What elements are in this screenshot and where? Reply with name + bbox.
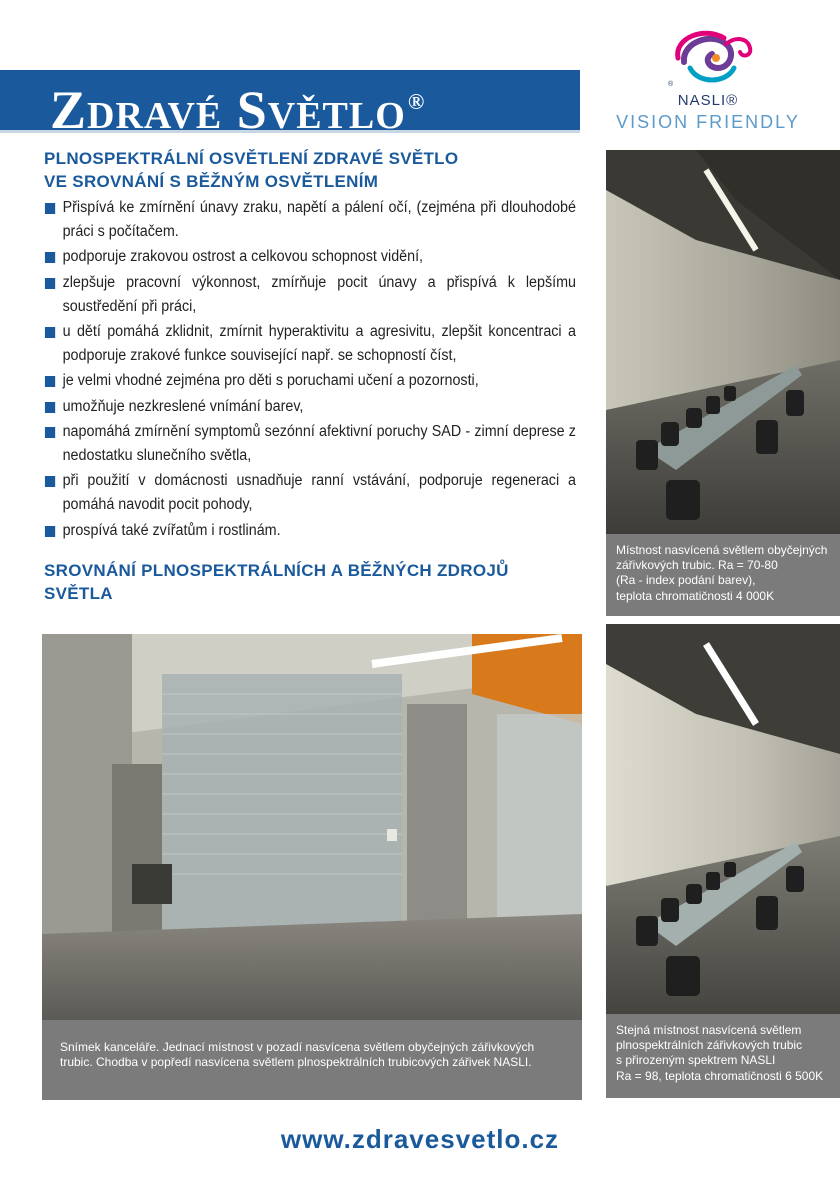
bullet-square-icon bbox=[45, 402, 55, 413]
caption-line: teplota chromatičnosti 4 000K bbox=[616, 588, 775, 603]
caption-line: (Ra - index podání barev), bbox=[616, 573, 756, 588]
list-item bbox=[44, 519, 576, 543]
svg-text:®: ® bbox=[668, 81, 674, 88]
swirl-logo-icon bbox=[664, 28, 754, 92]
meeting-room-photo-nasli-light bbox=[606, 624, 840, 1014]
section2-heading bbox=[44, 559, 584, 605]
meeting-room-photo-standard-light bbox=[606, 150, 840, 534]
list-item bbox=[44, 271, 576, 319]
bullet-square-icon bbox=[45, 476, 55, 487]
nasli-logo bbox=[600, 28, 816, 134]
caption-line: Snímek kanceláře. Jednací místnost v pozadí nasvícena světlem obyčejných zářivkových bbox=[60, 1040, 535, 1054]
list-item-text: umožňuje nezkreslené vnímání barev, bbox=[62, 397, 304, 415]
page-title bbox=[50, 74, 425, 138]
caption-line: trubic. Chodba v popředí nasvícena světlem plnospektrálních trubicových zářivek NASLI. bbox=[60, 1055, 532, 1070]
caption-standard-light bbox=[606, 534, 840, 616]
bullet-square-icon bbox=[45, 427, 55, 438]
caption-line: Ra = 98, teplota chromatičnosti 6 500K bbox=[616, 1068, 824, 1083]
section1-heading bbox=[44, 147, 584, 193]
list-item-text: při použití v domácnosti usnadňuje ranní vstávání, podporuje regeneraci a pomáhá navodit pocit pohody, bbox=[62, 472, 576, 514]
list-item-text: prospívá také zvířatům i rostlinám. bbox=[62, 521, 281, 539]
section2-heading-line1: SROVNÁNÍ PLNOSPEKTRÁLNÍCH A BĚŽNÝCH ZDROJŮ bbox=[44, 561, 509, 580]
list-item-text: napomáhá zmírnění symptomů sezónní afektivní poruchy SAD - zimní deprese z nedostatku slunečního světla, bbox=[62, 422, 576, 465]
section1-heading-line1: PLNOSPEKTRÁLNÍ OSVĚTLENÍ ZDRAVÉ SVĚTLO bbox=[44, 149, 459, 168]
list-item bbox=[44, 320, 576, 368]
benefits-list bbox=[44, 196, 576, 544]
caption-line: Stejná místnost nasvícená světlem bbox=[616, 1023, 802, 1037]
bullet-square-icon bbox=[45, 526, 55, 537]
bullet-square-icon bbox=[45, 252, 55, 263]
list-item bbox=[44, 196, 576, 244]
caption-line: s přirozeným spektrem NASLI bbox=[616, 1053, 776, 1068]
caption-line: Místnost nasvícená světlem obyčejných bbox=[616, 543, 828, 557]
list-item-text: podporuje zrakovou ostrost a celkovou schopnost vidění, bbox=[62, 248, 424, 266]
section2-heading-line2: SVĚTLA bbox=[44, 584, 113, 603]
list-item-text: zlepšuje pracovní výkonnost, zmírňuje pocit únavy a přispívá k lepšímu soustředění při práci, bbox=[62, 273, 576, 315]
list-item-text: u dětí pomáhá zklidnit, zmírnit hyperaktivitu a agresivitu, zlepšit koncentraci a podporuje zrakové funkce související např. se schopností číst, bbox=[62, 323, 576, 365]
list-item-text: Přispívá ke zmírnění únavy zraku, napětí a pálení očí, (zejména při dlouhodobé práci s počítačem. bbox=[62, 199, 576, 241]
list-item bbox=[44, 369, 576, 393]
caption-line: plnospektrálních zářivkových trubic bbox=[616, 1038, 803, 1053]
bullet-square-icon bbox=[45, 278, 55, 289]
caption-nasli-light bbox=[606, 1014, 840, 1098]
list-item bbox=[44, 245, 576, 269]
registered-mark: ® bbox=[407, 89, 426, 114]
office-photo bbox=[42, 634, 582, 1020]
logo-tagline: VISION FRIENDLY bbox=[616, 112, 800, 132]
list-item bbox=[44, 469, 576, 517]
caption-line: zářivkových trubic. Ra = 70-80 bbox=[616, 558, 778, 573]
bullet-square-icon bbox=[45, 327, 55, 338]
section1-heading-line2: VE SROVNÁNÍ S BĚŽNÝM OSVĚTLENÍM bbox=[44, 172, 379, 191]
page-title-text: Zdravé Světlo bbox=[50, 80, 406, 140]
bullet-square-icon bbox=[45, 203, 55, 214]
list-item bbox=[44, 395, 576, 419]
website-link[interactable]: www.zdravesvetlo.cz bbox=[280, 1124, 560, 1154]
bullet-square-icon bbox=[45, 376, 55, 387]
logo-brand: NASLI® bbox=[677, 92, 739, 109]
title-banner bbox=[0, 70, 580, 140]
list-item-text: je velmi vhodné zejména pro děti s poruchami učení a pozornosti, bbox=[62, 372, 479, 390]
list-item bbox=[44, 420, 576, 468]
caption-office bbox=[42, 1020, 582, 1100]
